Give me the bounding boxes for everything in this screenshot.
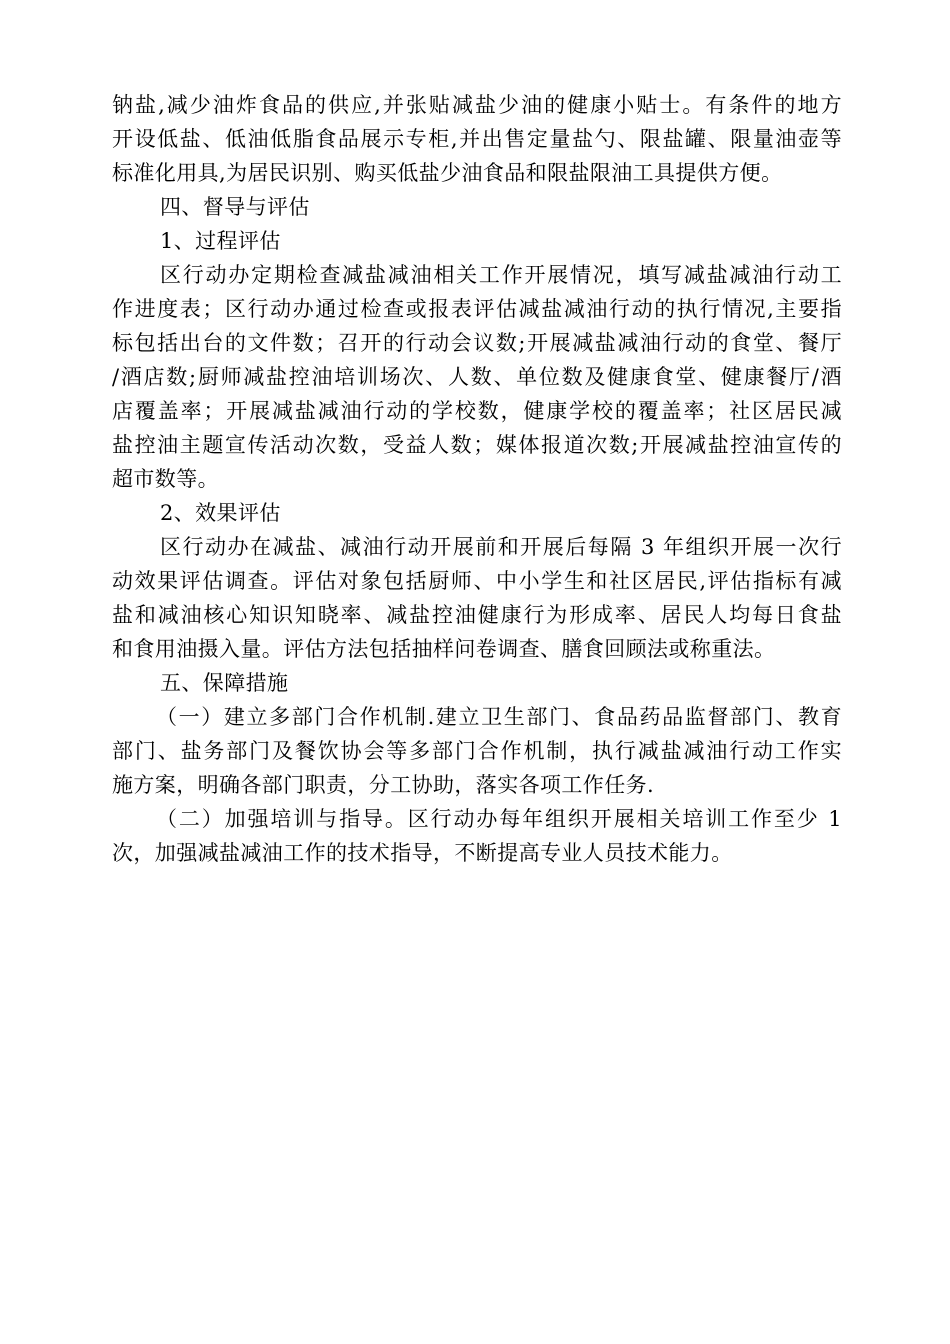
paragraph-line: 超市数等。 bbox=[112, 467, 219, 491]
paragraph-line: 盐和减油核心知识知晓率、减盐控油健康行为形成率、居民人均每日食盐 bbox=[112, 603, 842, 627]
paragraph-line: 和食用油摄入量。评估方法包括抽样问卷调查、膳食回顾法或称重法。 bbox=[112, 637, 776, 661]
paragraph-line: 作进度表；区行动办通过检查或报表评估减盐减油行动的执行情况,主要指 bbox=[112, 297, 842, 321]
subsection-heading: 1、过程评估 bbox=[160, 229, 281, 253]
paragraph-line: /酒店数;厨师减盐控油培训场次、人数、单位数及健康食堂、健康餐厅/酒 bbox=[112, 365, 842, 389]
paragraph-line: 区行动办在减盐、减油行动开展前和开展后每隔 3 年组织开展一次行 bbox=[160, 535, 842, 559]
paragraph-line: 动效果评估调查。评估对象包括厨师、中小学生和社区居民,评估指标有减 bbox=[112, 569, 842, 593]
paragraph-line: 钠盐,减少油炸食品的供应,并张贴减盐少油的健康小贴士。有条件的地方 bbox=[112, 93, 842, 117]
paragraph-line: （一）建立多部门合作机制.建立卫生部门、食品药品监督部门、教育 bbox=[156, 705, 842, 729]
subsection-heading: 2、效果评估 bbox=[160, 501, 281, 525]
paragraph-line: 部门、盐务部门及餐饮协会等多部门合作机制，执行减盐减油行动工作实 bbox=[112, 739, 842, 763]
section-heading: 四、督导与评估 bbox=[160, 195, 310, 219]
paragraph-line: 标准化用具,为居民识别、购买低盐少油食品和限盐限油工具提供方便。 bbox=[112, 161, 783, 185]
paragraph-line: 标包括出台的文件数；召开的行动会议数;开展减盐减油行动的食堂、餐厅 bbox=[112, 331, 842, 355]
paragraph-line: 开设低盐、低油低脂食品展示专柜,并出售定量盐勺、限盐罐、限量油壶等 bbox=[112, 127, 842, 151]
section-heading: 五、保障措施 bbox=[160, 671, 289, 695]
paragraph-line: （二）加强培训与指导。区行动办每年组织开展相关培训工作至少 1 bbox=[156, 807, 842, 831]
paragraph-line: 店覆盖率；开展减盐减油行动的学校数，健康学校的覆盖率；社区居民减 bbox=[112, 399, 842, 423]
paragraph-line: 施方案，明确各部门职责，分工协助，落实各项工作任务. bbox=[112, 773, 655, 797]
paragraph-line: 区行动办定期检查减盐减油相关工作开展情况，填写减盐减油行动工 bbox=[160, 263, 842, 287]
paragraph-line: 次，加强减盐减油工作的技术指导，不断提高专业人员技术能力。 bbox=[112, 841, 733, 865]
document-page bbox=[112, 88, 842, 870]
paragraph-line: 盐控油主题宣传活动次数，受益人数；媒体报道次数;开展减盐控油宣传的 bbox=[112, 433, 842, 457]
